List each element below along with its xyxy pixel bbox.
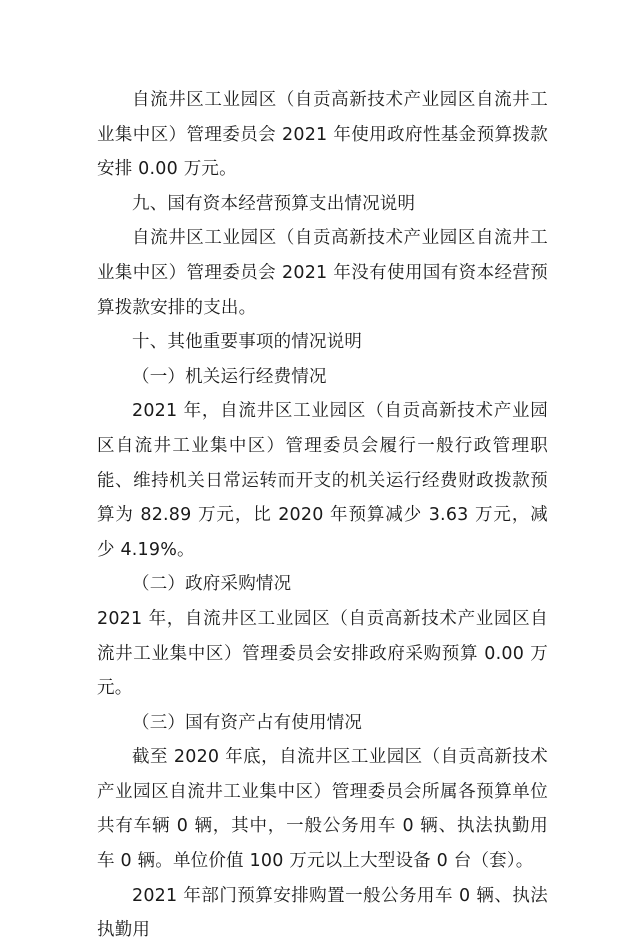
paragraph-vehicle-purchase: 2021 年部门预算安排购置一般公务用车 0 辆、执法执勤用 xyxy=(97,885,548,941)
heading-other-matters: 十、其他重要事项的情况说明 xyxy=(132,332,363,353)
paragraph-procurement: 2021 年，自流井区工业园区（自贡高新技术产业园区自流井工业集中区）管理委员会安排政府采购预算 0.00 万元。 xyxy=(97,608,548,699)
paragraph-operating-expenses: 2021 年，自流井区工业园区（自贡高新技术产业园区自流井工业集中区）管理委员会履行一般行政管理职能、维持机关日常运转而开支的机关运行经费财政拨款预算为 82.89 万元，比 2020 年预算减少 3.63 万元，减少 4.19%。 xyxy=(97,401,548,560)
subheading-procurement: （二）政府采购情况 xyxy=(132,574,292,595)
subheading-operating-expenses: （一）机关运行经费情况 xyxy=(132,366,327,387)
heading-state-capital: 九、国有资本经营预算支出情况说明 xyxy=(132,193,416,214)
paragraph-state-assets: 截至 2020 年底，自流井区工业园区（自贡高新技术产业园区自流井工业集中区）管理委员会所属各预算单位共有车辆 0 辆，其中，一般公务用车 0 辆、执法执勤用车 0 辆。单位价值 100 万元以上大型设备 0 台（套）。 xyxy=(97,747,548,872)
paragraph-fund-budget: 自流井区工业园区（自贡高新技术产业园区自流井工业集中区）管理委员会 2021 年使用政府性基金预算拨款安排 0.00 万元。 xyxy=(97,90,548,180)
paragraph-state-capital: 自流井区工业园区（自贡高新技术产业园区自流井工业集中区）管理委员会 2021 年没有使用国有资本经营预算拨款安排的支出。 xyxy=(97,228,548,318)
subheading-state-assets: （三）国有资产占有使用情况 xyxy=(132,712,363,733)
